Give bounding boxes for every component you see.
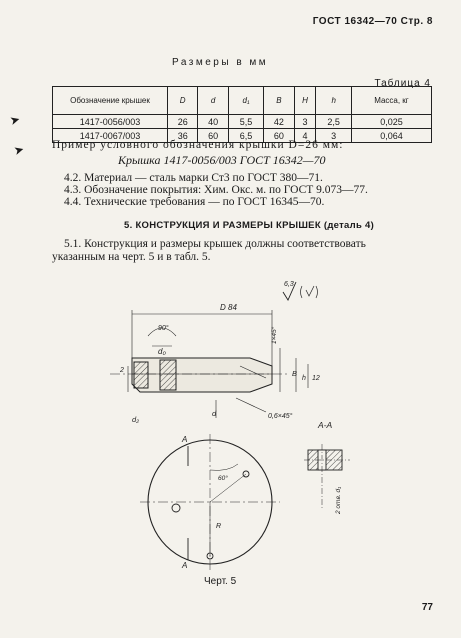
table-cell: 60: [264, 129, 294, 143]
example-designation: Крышка 1417-0056/003 ГОСТ 16342—70: [118, 153, 326, 167]
table-label: Таблица 4: [374, 78, 431, 89]
dimension-12: 12: [312, 375, 320, 382]
dimension-angle-60: 60°: [218, 475, 228, 482]
dimensions-table: [52, 86, 432, 143]
dimension-angle-90: 90°: [158, 325, 169, 332]
page-header: ГОСТ 16342—70 Стр. 8: [312, 16, 433, 27]
margin-mark-icon: ➤: [12, 141, 26, 159]
table-header-cell: d: [198, 87, 228, 115]
dimension-d2: d₂: [132, 415, 140, 424]
table-cell: 26: [168, 115, 198, 129]
section-mark-a-top: A: [182, 435, 188, 444]
figure-caption: Черт. 5: [204, 576, 237, 587]
margin-mark-icon: ➤: [8, 111, 22, 129]
table-header-cell: Масса, кг: [351, 87, 431, 115]
section-title: 5. КОНСТРУКЦИЯ И РАЗМЕРЫ КРЫШЕК (деталь 4): [124, 220, 375, 231]
page-number: 77: [421, 602, 433, 613]
table-header-cell: h: [316, 87, 351, 115]
roughness-label: 6,3: [284, 281, 294, 288]
paragraph-4-2: 4.2. Материал — сталь марки Ст3 по ГОСТ 380—71.: [64, 172, 323, 184]
table-cell: 5,5: [228, 115, 263, 129]
table-cell: 6,5: [228, 129, 263, 143]
table-cell: 3: [316, 129, 351, 143]
table-cell: 0,064: [351, 129, 431, 143]
table-header-cell: d₁: [228, 87, 263, 115]
paragraph-4-4: 4.4. Технические требования — по ГОСТ 16345—70.: [64, 196, 325, 208]
table-header-cell: B: [264, 87, 294, 115]
table-cell: 1417-0056/003: [53, 115, 168, 129]
dimension-two-holes: 2 отв. d₁: [335, 486, 342, 514]
table-header-cell: H: [294, 87, 316, 115]
dimension-d84: D 84: [220, 303, 237, 312]
table-header-row: [53, 87, 432, 115]
paragraph-5-1: 5.1. Конструкция и размеры крышек должны соответствовать: [64, 238, 366, 250]
paragraph-5-1-cont: указанным на черт. 5 и в табл. 5.: [52, 251, 211, 263]
dimension-d0: d₀: [158, 347, 166, 356]
table-cell: 2,5: [316, 115, 351, 129]
table-cell: 40: [198, 115, 228, 129]
section-mark-a-bottom: A: [182, 561, 188, 570]
dimension-d: d: [212, 409, 217, 418]
cover-side-view: [110, 358, 290, 392]
section-a-a-label: А-А: [318, 420, 333, 430]
dimension-chamfer-06x45: 0,6×45°: [268, 413, 293, 420]
dimension-radius: R: [216, 523, 222, 530]
dimension-h: h: [302, 375, 306, 382]
table-header-cell: D: [168, 87, 198, 115]
table-header-cell: Обозначение крышек: [53, 87, 168, 115]
table-cell: 4: [294, 129, 316, 143]
paragraph-4-3: 4.3. Обозначение покрытия: Хим. Окс. м. по ГОСТ 9.073—77.: [64, 184, 368, 196]
table-cell: 60: [198, 129, 228, 143]
table-cell: 42: [264, 115, 294, 129]
table-size-note: Размеры в мм: [172, 57, 269, 68]
example-line: Пример условного обозначения крышки D=26 мм:: [52, 139, 344, 151]
table-cell: 0,025: [351, 115, 431, 129]
table-row: [53, 115, 432, 129]
table-cell: 3: [294, 115, 316, 129]
section-a-a-view: [304, 444, 350, 510]
cover-front-view: [140, 434, 280, 570]
technical-drawing: [40, 270, 440, 570]
table-cell: 1417-0067/003: [53, 129, 168, 143]
table-cell: 36: [168, 129, 198, 143]
dimension-b: B: [292, 369, 298, 378]
dimension-2: 2: [120, 367, 124, 374]
dimension-chamfer-1x45: 1×45°: [271, 326, 278, 344]
